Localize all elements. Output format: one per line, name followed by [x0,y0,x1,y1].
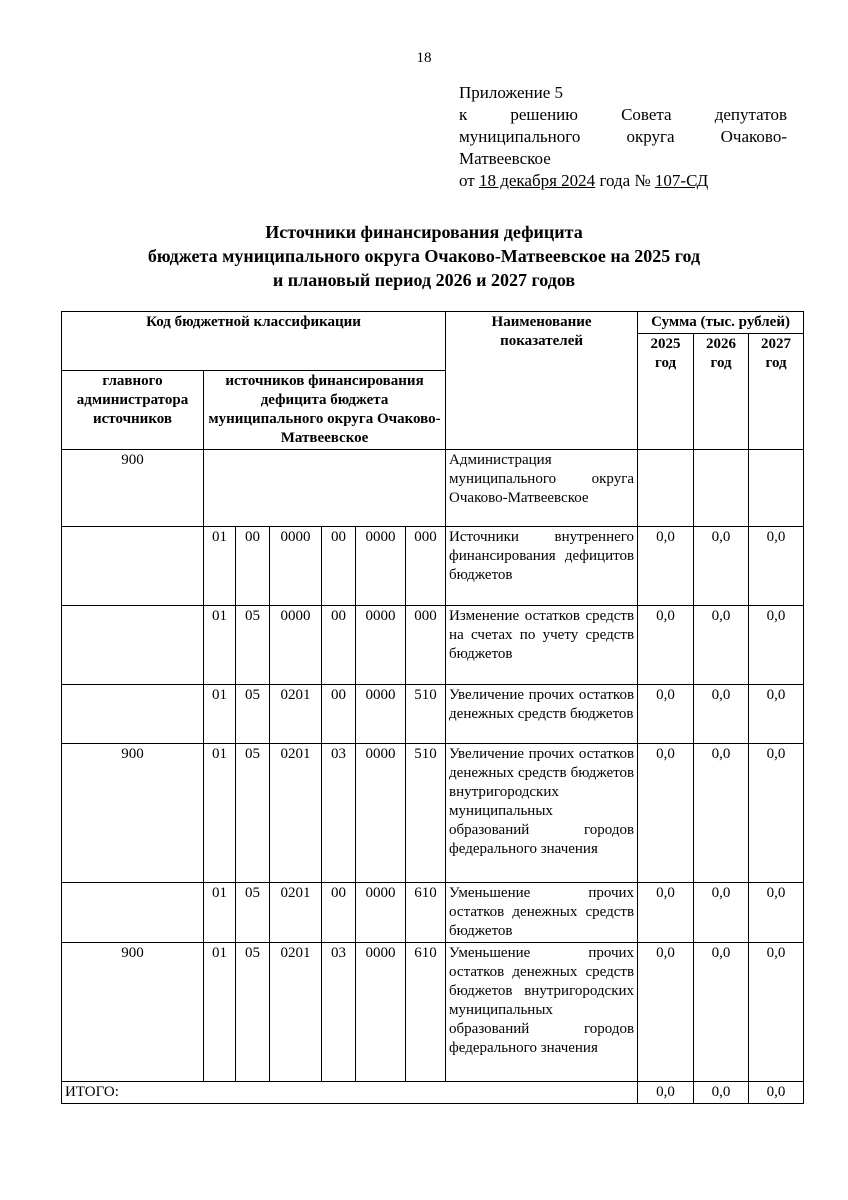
table-row [62,527,804,606]
row-admin-code [62,527,204,606]
row-code-2: 05 [236,685,270,744]
row-code-2: 00 [236,527,270,606]
table-row [62,883,804,943]
row-v2026: 0,0 [694,606,749,685]
total-v2026: 0,0 [694,1082,749,1104]
appendix-title: Приложение 5 [459,83,563,102]
financing-sources-table [61,311,804,1104]
row-code-4: 00 [322,527,356,606]
row-code-5: 0000 [356,883,406,943]
admin-code: 900 [62,450,204,527]
page-number: 18 [416,50,432,66]
header-row-1 [62,312,804,334]
row-v2027: 0,0 [749,685,804,744]
title-line-2: бюджета муниципального округа Очаково-Матвеевское на 2025 год [147,246,701,266]
row-v2025: 0,0 [638,527,694,606]
row-code-3: 0000 [270,606,322,685]
appendix-block [459,82,787,192]
row-code-2: 05 [236,606,270,685]
document-title [0,220,848,292]
row-code-6: 610 [406,883,446,943]
row-code-4: 00 [322,883,356,943]
total-v2025: 0,0 [638,1082,694,1104]
row-code-1: 01 [204,685,236,744]
row-code-3: 0201 [270,883,322,943]
row-v2025: 0,0 [638,744,694,883]
header-year-2026: 2026 год [694,334,749,450]
row-code-3: 0201 [270,685,322,744]
row-admin-code [62,606,204,685]
row-code-1: 01 [204,606,236,685]
appendix-decision-line: к решению Совета депутатов [459,105,787,124]
row-name: Увеличение прочих остатков денежных средств бюджетов внутригородских муниципальных образований городов федерального значения [446,744,638,883]
row-code-1: 01 [204,883,236,943]
row-v2025: 0,0 [638,606,694,685]
row-code-6: 000 [406,527,446,606]
row-v2027: 0,0 [749,883,804,943]
row-code-2: 05 [236,744,270,883]
appendix-district-line: муниципального округа Очаково- [459,127,787,146]
row-name: Источники внутреннего финансирования дефицитов бюджетов [446,527,638,606]
header-year-2025: 2025 год [638,334,694,450]
row-v2026: 0,0 [694,527,749,606]
row-name: Изменение остатков средств на счетах по учету средств бюджетов [446,606,638,685]
admin-row [62,450,804,527]
row-name: Уменьшение прочих остатков денежных средств бюджетов [446,883,638,943]
row-v2025: 0,0 [638,685,694,744]
row-code-4: 00 [322,606,356,685]
row-code-6: 510 [406,685,446,744]
row-code-5: 0000 [356,943,406,1082]
row-code-1: 01 [204,744,236,883]
row-name: Уменьшение прочих остатков денежных средств бюджетов внутригородских муниципальных образований городов федерального значения [446,943,638,1082]
row-v2026: 0,0 [694,883,749,943]
table-row [62,685,804,744]
table-row [62,744,804,883]
header-year-2027: 2027 год [749,334,804,450]
table-row [62,606,804,685]
appendix-date-line [459,170,787,192]
row-v2026: 0,0 [694,943,749,1082]
admin-code-blank [204,450,446,527]
header-admin: главного администратора источников [62,371,204,450]
admin-v2026 [694,450,749,527]
row-code-1: 01 [204,527,236,606]
row-code-5: 0000 [356,685,406,744]
header-code: Код бюджетной классификации [62,312,446,371]
row-code-5: 0000 [356,744,406,883]
row-code-6: 000 [406,606,446,685]
row-code-2: 05 [236,943,270,1082]
total-row [62,1082,804,1104]
appendix-district-name: Матвеевское [459,149,551,168]
total-v2027: 0,0 [749,1082,804,1104]
row-code-4: 00 [322,685,356,744]
row-admin-code [62,883,204,943]
row-code-5: 0000 [356,606,406,685]
admin-name: Администрация муниципального округа Очаково-Матвеевское [446,450,638,527]
row-code-3: 0201 [270,744,322,883]
row-v2026: 0,0 [694,744,749,883]
row-v2027: 0,0 [749,943,804,1082]
header-sum: Сумма (тыс. рублей) [638,312,804,334]
total-label: ИТОГО: [62,1082,638,1104]
header-sources: источников финансирования дефицита бюджета муниципального округа Очаково-Матвеевское [204,371,446,450]
table-row [62,943,804,1082]
row-v2027: 0,0 [749,527,804,606]
row-v2025: 0,0 [638,943,694,1082]
row-code-3: 0201 [270,943,322,1082]
title-line-1: Источники финансирования дефицита [265,222,583,242]
row-code-4: 03 [322,744,356,883]
title-line-3: и плановый период 2026 и 2027 годов [272,270,576,290]
decision-number: 107-СД [654,171,709,190]
admin-v2025 [638,450,694,527]
row-code-5: 0000 [356,527,406,606]
row-v2027: 0,0 [749,744,804,883]
row-admin-code [62,685,204,744]
row-admin-code: 900 [62,744,204,883]
row-code-3: 0000 [270,527,322,606]
date-mid: года № [595,171,655,190]
date-prefix: от [459,171,479,190]
row-v2027: 0,0 [749,606,804,685]
decision-date: 18 декабря 2024 [478,171,596,190]
admin-v2027 [749,450,804,527]
row-v2026: 0,0 [694,685,749,744]
row-admin-code: 900 [62,943,204,1082]
row-code-4: 03 [322,943,356,1082]
row-code-6: 510 [406,744,446,883]
row-code-1: 01 [204,943,236,1082]
header-name: Наименование показателей [446,312,638,450]
row-code-2: 05 [236,883,270,943]
row-code-6: 610 [406,943,446,1082]
row-name: Увеличение прочих остатков денежных средств бюджетов [446,685,638,744]
row-v2025: 0,0 [638,883,694,943]
